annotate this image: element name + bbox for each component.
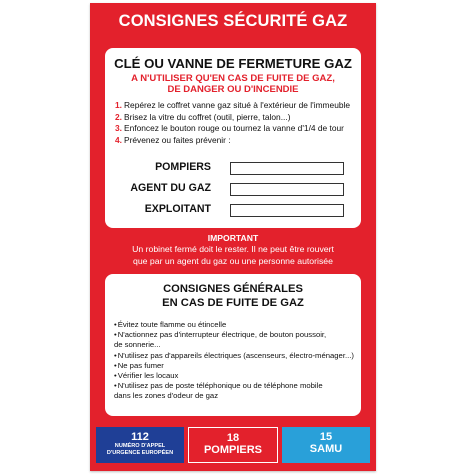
samu-box-label: SAMU <box>309 443 343 455</box>
bullet-item: •N'utilisez pas de poste téléphonique ou de téléphone mobile <box>114 381 323 391</box>
important-line-1: Un robinet fermé doit le rester. Il ne peut être rouvert <box>132 244 334 254</box>
gas-safety-sign <box>90 3 376 471</box>
general-title-line-2: EN CAS DE FUITE DE GAZ <box>162 297 304 309</box>
samu-number: 15 <box>319 431 333 443</box>
step-2: 2. Brisez la vitre du coffret (outil, pierre, talon...) <box>115 111 291 122</box>
pompiers-box-label: POMPIERS <box>203 444 263 456</box>
important-line-2: que par un agent du gaz ou une personne autorisée <box>133 256 333 266</box>
agent-gaz-field[interactable] <box>230 183 344 196</box>
european-emergency-number: 112 <box>131 431 149 443</box>
bullet-item: •Évitez toute flamme ou étincelle <box>114 320 227 329</box>
pompiers-number: 18 <box>226 432 240 444</box>
bullet-item-continuation: dans les zones d'odeur de gaz <box>114 391 219 401</box>
european-emergency-label-2: D'URGENCE EUROPÉEN <box>106 450 174 456</box>
sign-title: CONSIGNES SÉCURITÉ GAZ <box>118 12 348 30</box>
bullet-item: •Ne pas fumer <box>114 360 164 370</box>
samu-box <box>282 427 370 463</box>
general-instructions-panel <box>105 274 361 416</box>
bullet-item-continuation: de sonnerie... <box>114 340 161 350</box>
bullet-list <box>114 320 359 402</box>
bullet-item: •Vérifier les locaux <box>114 371 179 381</box>
bullet-item: •N'actionnez pas d'interrupteur électrique, de bouton poussoir, <box>114 330 327 340</box>
step-3: 3. Enfoncez le bouton rouge ou tournez la vanne d'1/4 de tour <box>115 123 344 134</box>
exploitant-label: EXPLOITANT <box>144 203 211 215</box>
warning-line-1: A N'UTILISER QU'EN CAS DE FUITE DE GAZ, <box>131 73 335 84</box>
emergency-numbers <box>90 427 376 463</box>
agent-gaz-label: AGENT DU GAZ <box>130 182 211 194</box>
exploitant-field[interactable] <box>230 204 344 217</box>
pompiers-field[interactable] <box>230 162 344 175</box>
european-emergency-box <box>96 427 184 463</box>
warning-line-2: DE DANGER OU D'INCENDIE <box>167 84 299 95</box>
pompiers-label: POMPIERS <box>155 161 211 173</box>
shutoff-valve-panel <box>105 48 361 228</box>
step-4: 4. Prévenez ou faites prévenir : <box>115 134 231 145</box>
important-title: IMPORTANT <box>207 233 259 243</box>
shutoff-valve-title: CLÉ OU VANNE DE FERMETURE GAZ <box>114 56 352 71</box>
steps-list <box>115 100 355 146</box>
european-emergency-label-1: NUMÉRO D'APPEL <box>114 443 166 449</box>
general-title-line-1: CONSIGNES GÉNÉRALES <box>163 283 303 295</box>
step-1: 1. Repérez le coffret vanne gaz situé à l'extérieur de l'immeuble <box>115 100 351 110</box>
bullet-item: •N'utilisez pas d'appareils électriques (ascenseurs, électro-ménager...) <box>114 350 354 360</box>
pompiers-box <box>188 427 278 463</box>
